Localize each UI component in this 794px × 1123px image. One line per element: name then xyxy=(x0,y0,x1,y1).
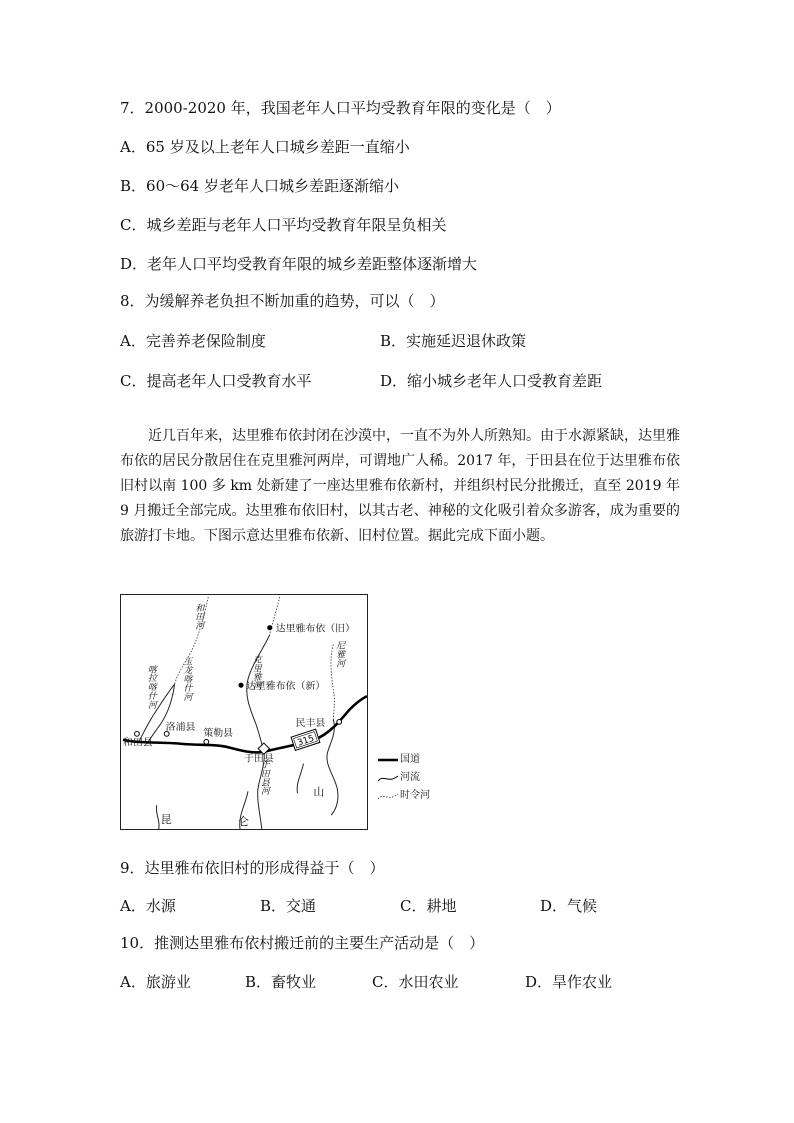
q10-option-c: C．水田农业 xyxy=(372,973,459,991)
passage-text: 近几百年来，达里雅布依封闭在沙漠中，一直不为外人所熟知。由于水源紧缺，达里雅布依的居民分散居住在克里雅河两岸，可谓地广人稀。2017 年，于田县在位于达里雅布依旧村以南 100 多 km 处新建了一座达里雅布依新村，并组织村民分批搬迁，直至 2019 年 9 月搬迁全部完成。达里雅布依旧村，以其古老、神秘的文化吸引着众多游客，成为重要的旅游打卡地。下图示意达里雅布依新、旧村位置。据此完成下面小题。 xyxy=(120,428,680,544)
label-lun: 仑 xyxy=(238,815,249,829)
label-hetian-county: 和田县 xyxy=(123,737,153,749)
q8-option-d: D．缩小城乡老年人口受教育差距 xyxy=(380,372,603,390)
q9-option-c: C．耕地 xyxy=(400,897,457,915)
q7-stem: 7．2000-2020 年，我国老年人口平均受教育年限的变化是（ ） xyxy=(120,99,561,117)
river-keliya xyxy=(247,635,270,752)
label-keliya-river: 克里雅河 xyxy=(250,654,261,691)
legend-river: 河流 xyxy=(400,772,420,783)
q10-option-b: B．畜牧业 xyxy=(245,973,317,991)
river-south-a xyxy=(156,805,159,829)
legend-seasonal-symbol xyxy=(378,794,398,799)
label-niya-river: 尼雅河 xyxy=(334,640,345,668)
q7-option-d: D．老年人口平均受教育年限的城乡差距整体逐渐增大 xyxy=(120,255,478,273)
label-yutian-river: 于田县河 xyxy=(258,759,269,796)
q9-option-d: D．气候 xyxy=(540,897,598,915)
q8-option-a: A．完善养老保险制度 xyxy=(120,332,266,350)
minfeng-dot xyxy=(337,720,342,725)
river-south-c xyxy=(297,764,303,794)
road-shield-315 xyxy=(291,729,320,750)
old-village-dot xyxy=(267,625,272,630)
label-hetian-river: 和田河 xyxy=(193,602,204,630)
road-shield-label: 315 xyxy=(296,733,316,749)
label-luopu: 洛浦县 xyxy=(165,721,196,733)
passage xyxy=(120,424,680,549)
q8-option-b: B．实施延迟退休政策 xyxy=(380,332,527,350)
legend-symbols xyxy=(378,754,400,814)
label-minfeng: 民丰县 xyxy=(295,717,326,729)
q10-option-d: D．旱作农业 xyxy=(525,973,613,991)
label-new-village: 达里雅布依（新） xyxy=(245,681,326,693)
label-cele: 策勒县 xyxy=(203,727,234,739)
label-kalakash-river: 喀拉喀什河 xyxy=(145,664,156,710)
location-map xyxy=(120,594,368,830)
legend-river-symbol xyxy=(378,776,398,781)
q9-stem: 9．达里雅布依旧村的形成得益于（ ） xyxy=(120,859,385,877)
q7-option-a: A．65 岁及以上老年人口城乡差距一直缩小 xyxy=(120,138,410,156)
q9-option-b: B．交通 xyxy=(260,897,317,915)
q8-stem: 8．为缓解养老负担不断加重的趋势，可以（ ） xyxy=(120,292,445,310)
cele-dot xyxy=(204,739,209,744)
q10-option-a: A．旅游业 xyxy=(120,973,191,991)
new-village-dot xyxy=(238,683,243,688)
q7-option-c: C．城乡差距与老年人口平均受教育年限呈负相关 xyxy=(120,216,447,234)
legend-seasonal: 时令河 xyxy=(400,790,430,801)
q10-stem: 10．推测达里雅布依村搬迁前的主要生产活动是（ ） xyxy=(120,934,485,952)
q9-option-a: A．水源 xyxy=(120,897,176,915)
label-yutian: 于田县 xyxy=(244,753,274,765)
label-yulong-river: 玉龙喀什河 xyxy=(181,656,192,702)
label-old-village: 达里雅布依（旧） xyxy=(275,623,355,635)
hetian-county-dot xyxy=(135,731,140,736)
q7-option-b: B．60～64 岁老年人口城乡差距逐渐缩小 xyxy=(120,177,399,195)
legend-road: 国道 xyxy=(400,754,420,765)
label-kun: 昆 xyxy=(160,813,172,827)
river-niya-lower xyxy=(327,719,338,815)
q8-option-c: C．提高老年人口受教育水平 xyxy=(120,372,312,390)
label-shan: 山 xyxy=(313,785,325,799)
